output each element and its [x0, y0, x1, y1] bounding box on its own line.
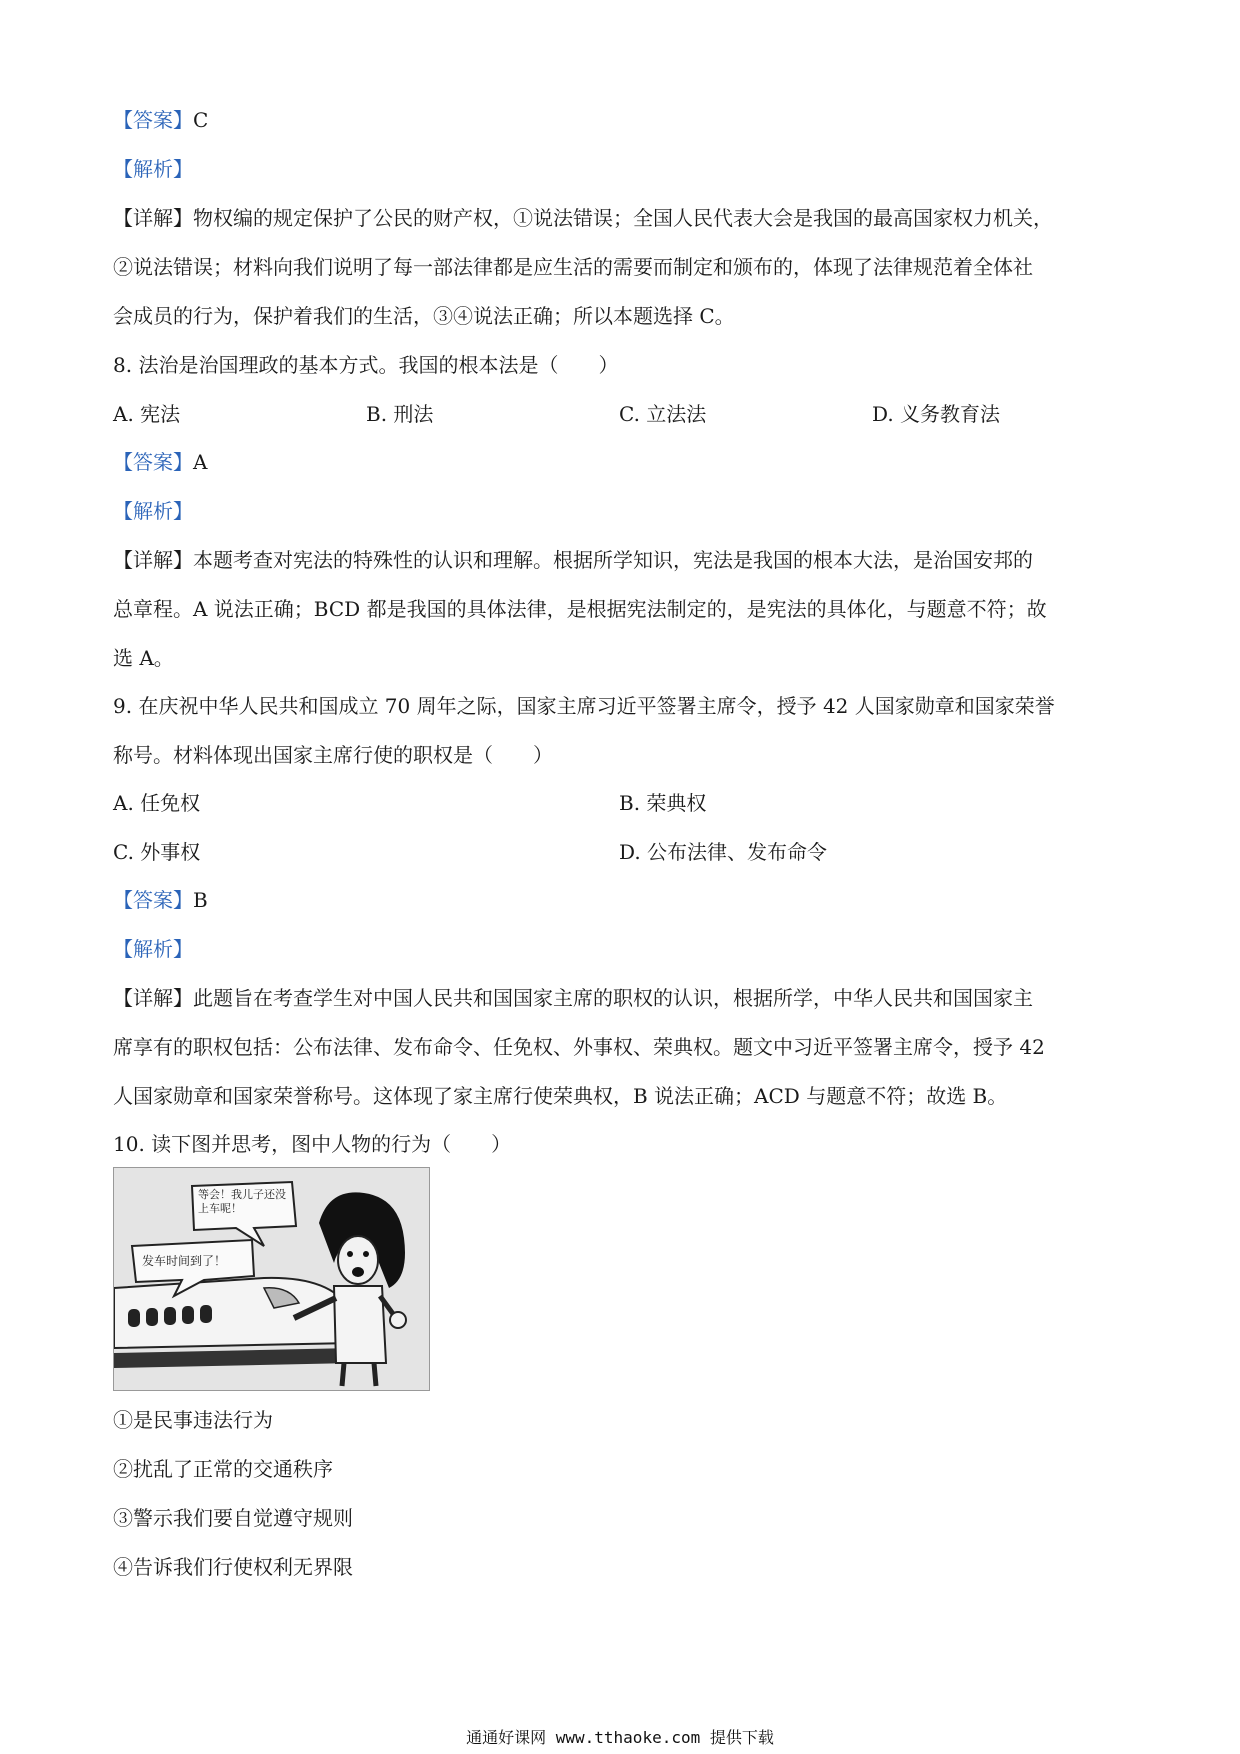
q9-detail-line-3: 人国家勋章和国家荣誉称号。这体现了家主席行使荣典权，B 说法正确；ACD 与题意不符；故选 B。 [113, 1084, 1008, 1108]
detail-tag: 【详解】 [113, 986, 193, 1010]
q8-option-b: B. 刑法 [366, 402, 434, 426]
answer-tag: 【答案】 [113, 108, 193, 132]
q7-detail-line-3: 会成员的行为，保护着我们的生活，③④说法正确；所以本题选择 C。 [113, 304, 735, 328]
q10-statement-4: ④告诉我们行使权利无界限 [113, 1555, 353, 1579]
answer-tag: 【答案】 [113, 888, 193, 912]
q8-detail-line-2: 总章程。A 说法正确；BCD 都是我国的具体法律，是根据宪法制定的，是宪法的具体化，与题意不符；故 [113, 597, 1047, 621]
q8-option-a: A. 宪法 [113, 402, 181, 426]
q9-option-d: D. 公布法律、发布命令 [619, 840, 828, 864]
answer-value: A [193, 450, 208, 474]
speech-bubble-train: 发车时间到了！ [142, 1254, 227, 1268]
q9-option-a: A. 任免权 [113, 791, 201, 815]
q7-analysis-tag: 【解析】 [113, 157, 193, 181]
answer-tag: 【答案】 [113, 450, 193, 474]
cartoon-image [113, 1167, 430, 1391]
q8-question: 8. 法治是治国理政的基本方式。我国的根本法是（ ） [113, 353, 619, 377]
q9-detail-line-2: 席享有的职权包括：公布法律、发布命令、任免权、外事权、荣典权。题文中习近平签署主席令，授予 42 [113, 1035, 1045, 1059]
q9-answer [113, 888, 208, 912]
q8-option-d: D. 义务教育法 [872, 402, 1001, 426]
q8-answer [113, 450, 207, 474]
q7-detail-line-2: ②说法错误；材料向我们说明了每一部法律都是应生活的需要而制定和颁布的，体现了法律规范着全体社 [113, 255, 1033, 279]
q8-option-c: C. 立法法 [619, 402, 707, 426]
q10-question: 10. 读下图并思考，图中人物的行为（ ） [113, 1132, 512, 1156]
footer-watermark: 通通好课网 www.tthaoke.com 提供下载 [466, 1728, 774, 1747]
answer-value: C [193, 108, 209, 132]
detail-text: 物权编的规定保护了公民的财产权，①说法错误；全国人民代表大会是我国的最高国家权力机关， [193, 206, 1053, 230]
answer-value: B [193, 888, 208, 912]
q8-analysis-tag: 【解析】 [113, 499, 193, 523]
q10-statement-1: ①是民事违法行为 [113, 1408, 273, 1432]
q10-statement-2: ②扰乱了正常的交通秩序 [113, 1457, 333, 1481]
q9-option-b: B. 荣典权 [619, 791, 707, 815]
q7-answer [113, 108, 208, 132]
q8-detail-line-3: 选 A。 [113, 646, 174, 670]
detail-tag: 【详解】 [113, 548, 193, 572]
detail-tag: 【详解】 [113, 206, 193, 230]
detail-text: 此题旨在考查学生对中国人民共和国国家主席的职权的认识，根据所学，中华人民共和国国家主 [193, 986, 1033, 1010]
q10-statement-3: ③警示我们要自觉遵守规则 [113, 1506, 353, 1530]
q7-detail-line-1 [113, 206, 1053, 230]
speech-bubble-woman: 等会！我儿子还没上车呢！ [198, 1188, 286, 1215]
q8-detail-line-1 [113, 548, 1033, 572]
q9-analysis-tag: 【解析】 [113, 937, 193, 961]
q9-question-line-1: 9. 在庆祝中华人民共和国成立 70 周年之际，国家主席习近平签署主席令，授予 42 人国家勋章和国家荣誉 [113, 694, 1055, 718]
q9-option-c: C. 外事权 [113, 840, 201, 864]
detail-text: 本题考查对宪法的特殊性的认识和理解。根据所学知识，宪法是我国的根本大法，是治国安邦的 [193, 548, 1033, 572]
q9-question-line-2: 称号。材料体现出国家主席行使的职权是（ ） [113, 743, 553, 767]
q9-detail-line-1 [113, 986, 1033, 1010]
